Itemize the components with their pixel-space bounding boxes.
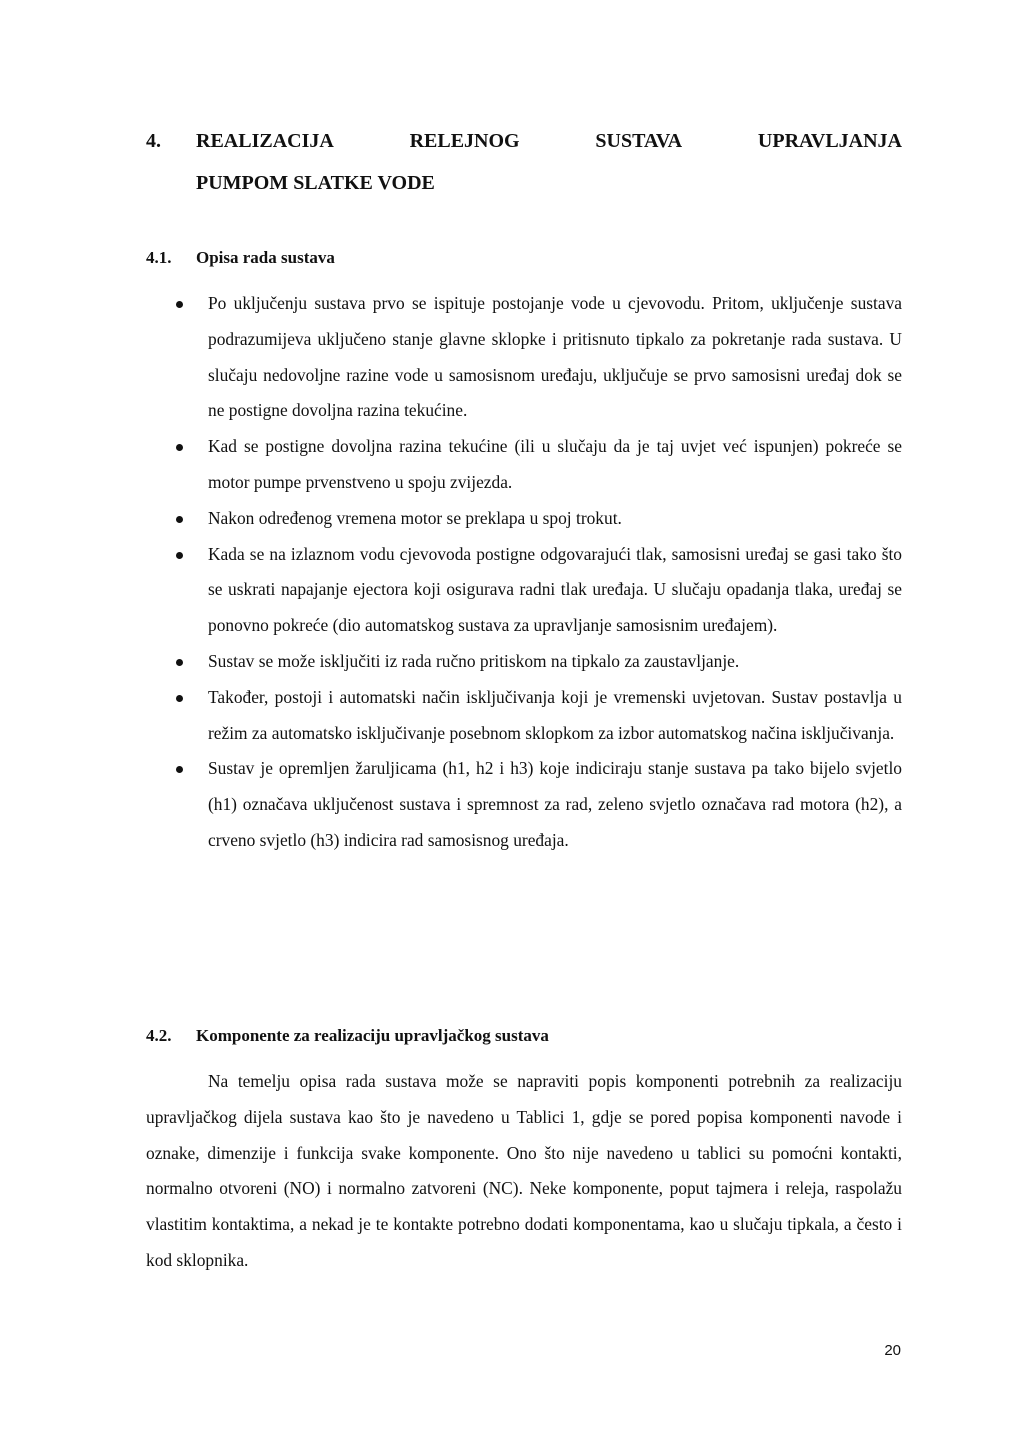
chapter-heading — [146, 120, 902, 204]
list-item — [170, 537, 902, 644]
bullet-list — [170, 286, 902, 859]
body-paragraph: Na temelju opisa rada sustava može se napraviti popis komponenti potrebnih za realizaciju upravljačkog dijela sustava kao što je navedeno u Tablici 1, gdje se pored popisa komponenti navode i oznake, dimenzije i funkcija svake komponente. Ono što nije navedeno u tablici su pomoćni kontakti, normalno otvoreni (NO) i normalno zatvoreni (NC). Neke komponente, poput tajmera i releja, raspolažu vlastitim kontaktima, a nekad je te kontakte potrebno dodati komponentama, kao u slučaju tipkala, a često i kod sklopnika. — [146, 1071, 902, 1270]
bullet-icon — [176, 444, 183, 451]
list-item — [170, 501, 902, 537]
list-item-text: Kad se postigne dovoljna razina tekućine (ili u slučaju da je taj uvjet već ispunjen) pokreće se motor pumpe prvenstveno u spoju zvijezda. — [208, 436, 902, 492]
section-heading-4-2 — [146, 1024, 549, 1048]
bullet-icon — [176, 516, 183, 523]
section-title: Komponente za realizaciju upravljačkog sustava — [196, 1026, 549, 1045]
section-title: Opisa rada sustava — [196, 248, 335, 267]
section-number: 4.1. — [146, 248, 172, 267]
bullet-icon — [176, 659, 183, 666]
list-item-text: Kada se na izlaznom vodu cjevovoda postigne odgovarajući tlak, samosisni uređaj se gasi tako što se uskrati napajanje ejectora koji osigurava radni tlak uređaja. U slučaju opadanja tlaka, uređaj se ponovno pokreće (dio automatskog sustava za upravljanje samosisnim uređajem). — [208, 543, 902, 636]
chapter-title-word: SUSTAVA — [595, 130, 683, 152]
bullet-icon — [176, 301, 183, 308]
bullet-icon — [176, 552, 183, 559]
chapter-number: 4. — [146, 130, 161, 152]
chapter-title-line-2: PUMPOM SLATKE VODE — [196, 172, 435, 194]
list-item-text: Također, postoji i automatski način isključivanja koji je vremenski uvjetovan. Sustav postavlja u režim za automatsko isključivanje posebnom sklopkom za izbor automatskog načina isključivanja. — [208, 686, 902, 743]
list-item — [170, 751, 902, 858]
list-item — [170, 680, 902, 752]
list-item-text: Po uključenju sustava prvo se ispituje postojanje vode u cjevovodu. Pritom, uključenje sustava podrazumijeva uključeno stanje glavne sklopke i pritisnuto tipkalo za pokretanje rada sustava. U slučaju nedovoljne razine vode u samosisnom uređaju, uključuje se prvo samosisni uređaj dok se ne postigne dovoljna razina tekućine. — [208, 293, 902, 421]
chapter-title-word: REALIZACIJA — [196, 130, 334, 152]
list-item-text: Sustav se može isključiti iz rada ručno pritiskom na tipkalo za zaustavljanje. — [208, 650, 740, 671]
bullet-icon — [176, 695, 183, 702]
chapter-title-line-1 — [196, 120, 902, 162]
page-number: 20 — [884, 1342, 901, 1359]
list-item-text: Sustav je opremljen žaruljicama (h1, h2 i h3) koje indiciraju stanje sustava pa tako bijelo svjetlo (h1) označava uključenost sustava i spremnost za rad, zeleno svjetlo označava rad motora (h2), a crveno svjetlo (h3) indicira rad samosisnog uređaja. — [208, 758, 902, 850]
chapter-title — [196, 120, 902, 204]
list-item — [170, 644, 902, 680]
section-heading-4-1 — [146, 246, 335, 270]
bullet-icon — [176, 766, 183, 773]
list-item — [170, 429, 902, 501]
list-item — [170, 286, 902, 429]
chapter-title-word: UPRAVLJANJA — [757, 130, 902, 152]
section-number: 4.2. — [146, 1026, 172, 1045]
chapter-title-word: RELEJNOG — [409, 130, 520, 152]
list-item-text: Nakon određenog vremena motor se preklapa u spoj trokut. — [208, 507, 622, 528]
